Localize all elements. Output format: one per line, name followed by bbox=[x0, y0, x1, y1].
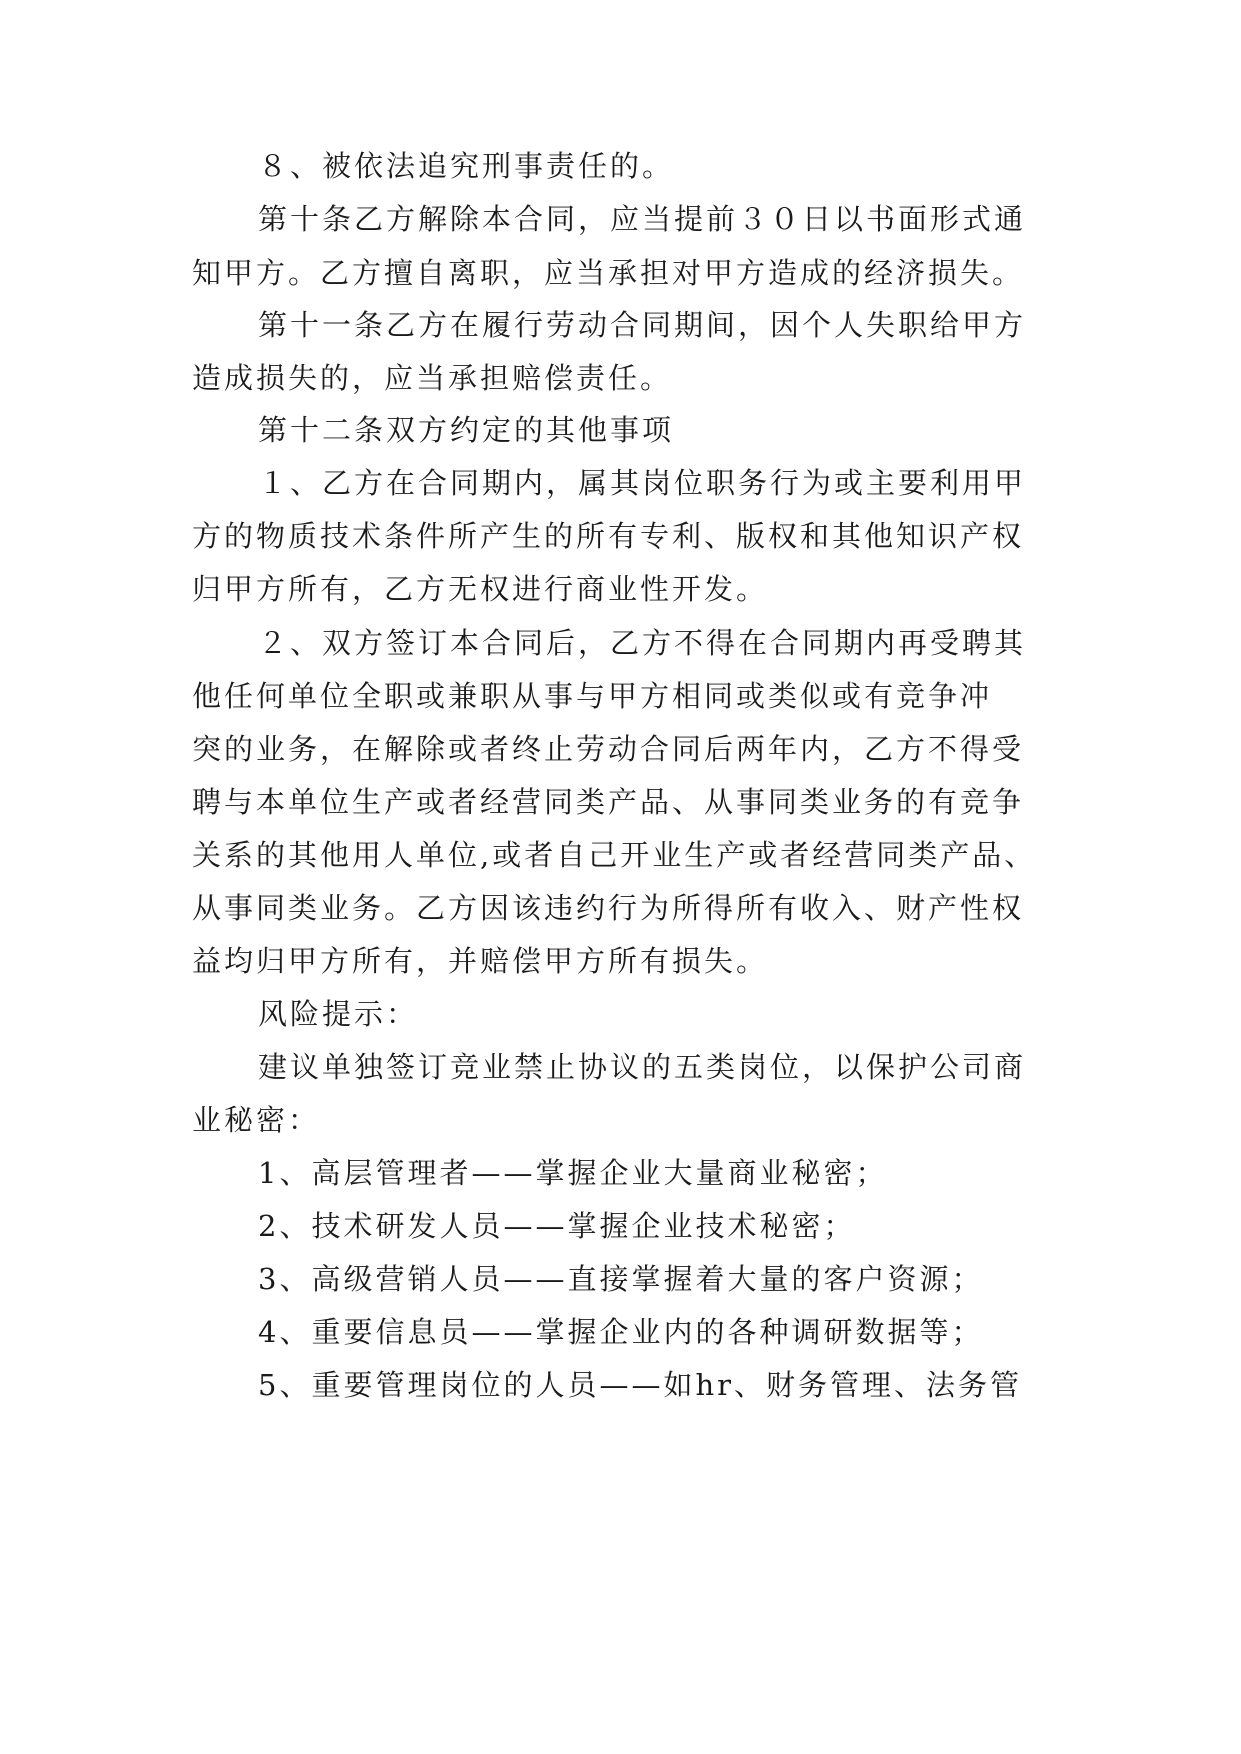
clause-12-item-2-line-3: 突的业务，在解除或者终止劳动合同后两年内，乙方不得受 bbox=[192, 732, 1025, 766]
risk-list-item-1: 1、高层管理者——掌握企业大量商业秘密； bbox=[258, 1156, 888, 1190]
clause-12-item-1-line-1: １、乙方在合同期内，属其岗位职务行为或主要利用甲 bbox=[258, 466, 1027, 500]
risk-notice-intro-line-1: 建议单独签订竞业禁止协议的五类岗位，以保护公司商 bbox=[258, 1050, 1027, 1084]
clause-12-item-1-line-3: 归甲方所有，乙方无权进行商业性开发。 bbox=[192, 572, 769, 606]
risk-notice-heading: 风险提示： bbox=[258, 997, 419, 1031]
risk-list-item-4: 4、重要信息员——掌握企业内的各种调研数据等； bbox=[258, 1315, 984, 1349]
clause-12-item-2-line-4: 聘与本单位生产或者经营同类产品、从事同类业务的有竞争 bbox=[192, 785, 1025, 819]
clause-12-item-2-line-2: 他任何单位全职或兼职从事与甲方相同或类似或有竞争冲 bbox=[192, 679, 993, 713]
risk-list-item-2: 2、技术研发人员——掌握企业技术秘密； bbox=[258, 1209, 856, 1243]
clause-12-item-1-line-2: 方的物质技术条件所产生的所有专利、版权和其他知识产权 bbox=[192, 519, 1025, 553]
risk-list-item-5: 5、重要管理岗位的人员——如hr、财务管理、法务管 bbox=[258, 1368, 1022, 1402]
clause-11-line-1: 第十一条乙方在履行劳动合同期间，因个人失职给甲方 bbox=[258, 308, 1027, 342]
clause-12-item-2-line-5: 关系的其他用人单位,或者自己开业生产或者经营同类产品、 bbox=[192, 838, 1037, 872]
risk-list-item-3: 3、高级营销人员——直接掌握着大量的客户资源； bbox=[258, 1262, 984, 1296]
clause-8-item: ８、被依法追究刑事责任的。 bbox=[258, 149, 675, 183]
clause-10-line-2: 知甲方。乙方擅自离职，应当承担对甲方造成的经济损失。 bbox=[192, 256, 1025, 290]
clause-11-line-2: 造成损失的，应当承担赔偿责任。 bbox=[192, 361, 673, 395]
clause-12-heading: 第十二条双方约定的其他事项 bbox=[258, 413, 675, 447]
clause-12-item-2-line-7: 益均归甲方所有，并赔偿甲方所有损失。 bbox=[192, 944, 769, 978]
clause-12-item-2-line-1: ２、双方签订本合同后，乙方不得在合同期内再受聘其 bbox=[258, 626, 1027, 660]
clause-10-line-1: 第十条乙方解除本合同，应当提前３０日以书面形式通 bbox=[258, 202, 1027, 236]
risk-notice-intro-line-2: 业秘密： bbox=[192, 1103, 321, 1137]
clause-12-item-2-line-6: 从事同类业务。乙方因该违约行为所得所有收入、财产性权 bbox=[192, 891, 1025, 925]
